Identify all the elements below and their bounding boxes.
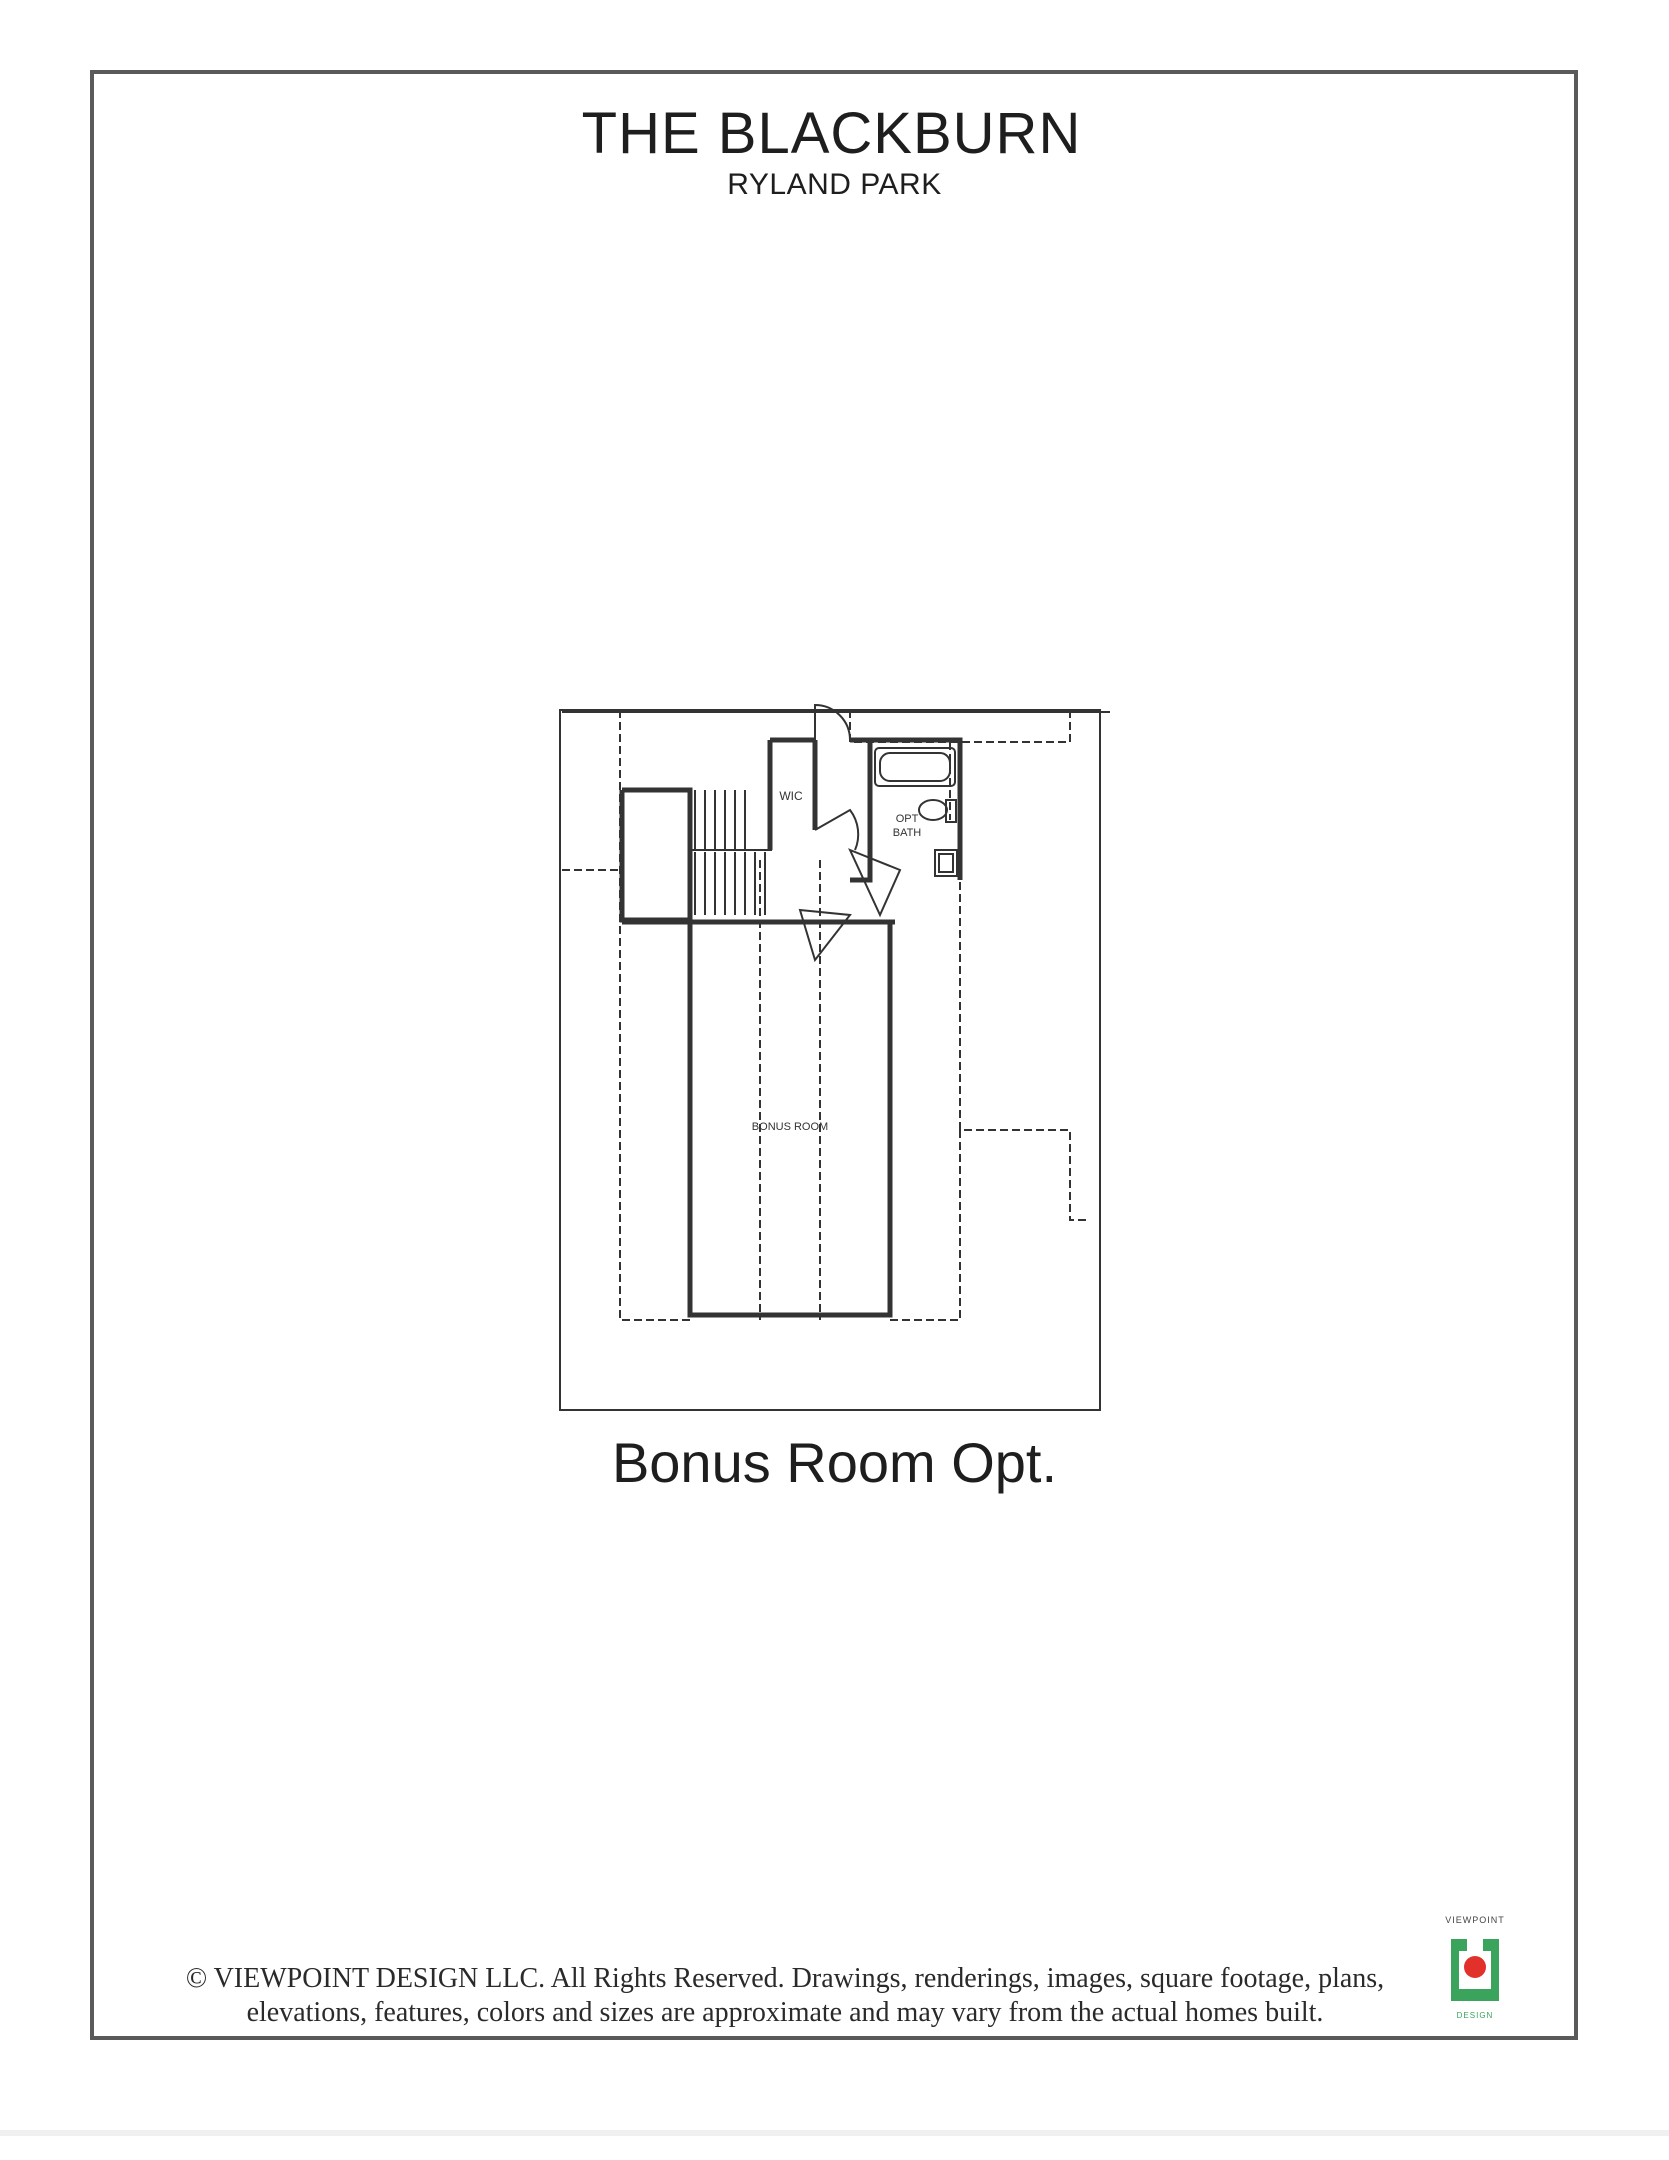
wic-label: WIC: [779, 789, 803, 803]
floor-plan: [550, 700, 1110, 1420]
copyright-notice: [150, 1962, 1420, 2030]
dashed-outlines: [562, 710, 1090, 1320]
bath-fixtures: [875, 748, 957, 876]
copyright-line-1: © VIEWPOINT DESIGN LLC. All Rights Reserved. Drawings, renderings, images, square footage, plans,: [185, 1963, 1385, 1994]
community-name: RYLAND PARK: [727, 168, 942, 201]
logo-mark-icon: [1445, 1933, 1505, 2007]
opt-label: OPT: [895, 813, 919, 825]
bath-label: BATH: [892, 827, 922, 839]
copyright-line-2: elevations, features, colors and sizes are approximate and may vary from the actual homes built.: [246, 1997, 1324, 2028]
scan-bottom-edge: [0, 2130, 1669, 2136]
plan-caption: Bonus Room Opt.: [611, 1431, 1058, 1494]
bonus-room-label: BONUS ROOM: [751, 1121, 829, 1133]
plan-title: THE BLACKBURN: [581, 101, 1082, 166]
viewpoint-logo: [1435, 1915, 1515, 2025]
logo-bottom-text: DESIGN: [1456, 2011, 1494, 2020]
plan-frame: [560, 710, 1100, 1410]
logo-top-text: VIEWPOINT: [1445, 1915, 1505, 1925]
